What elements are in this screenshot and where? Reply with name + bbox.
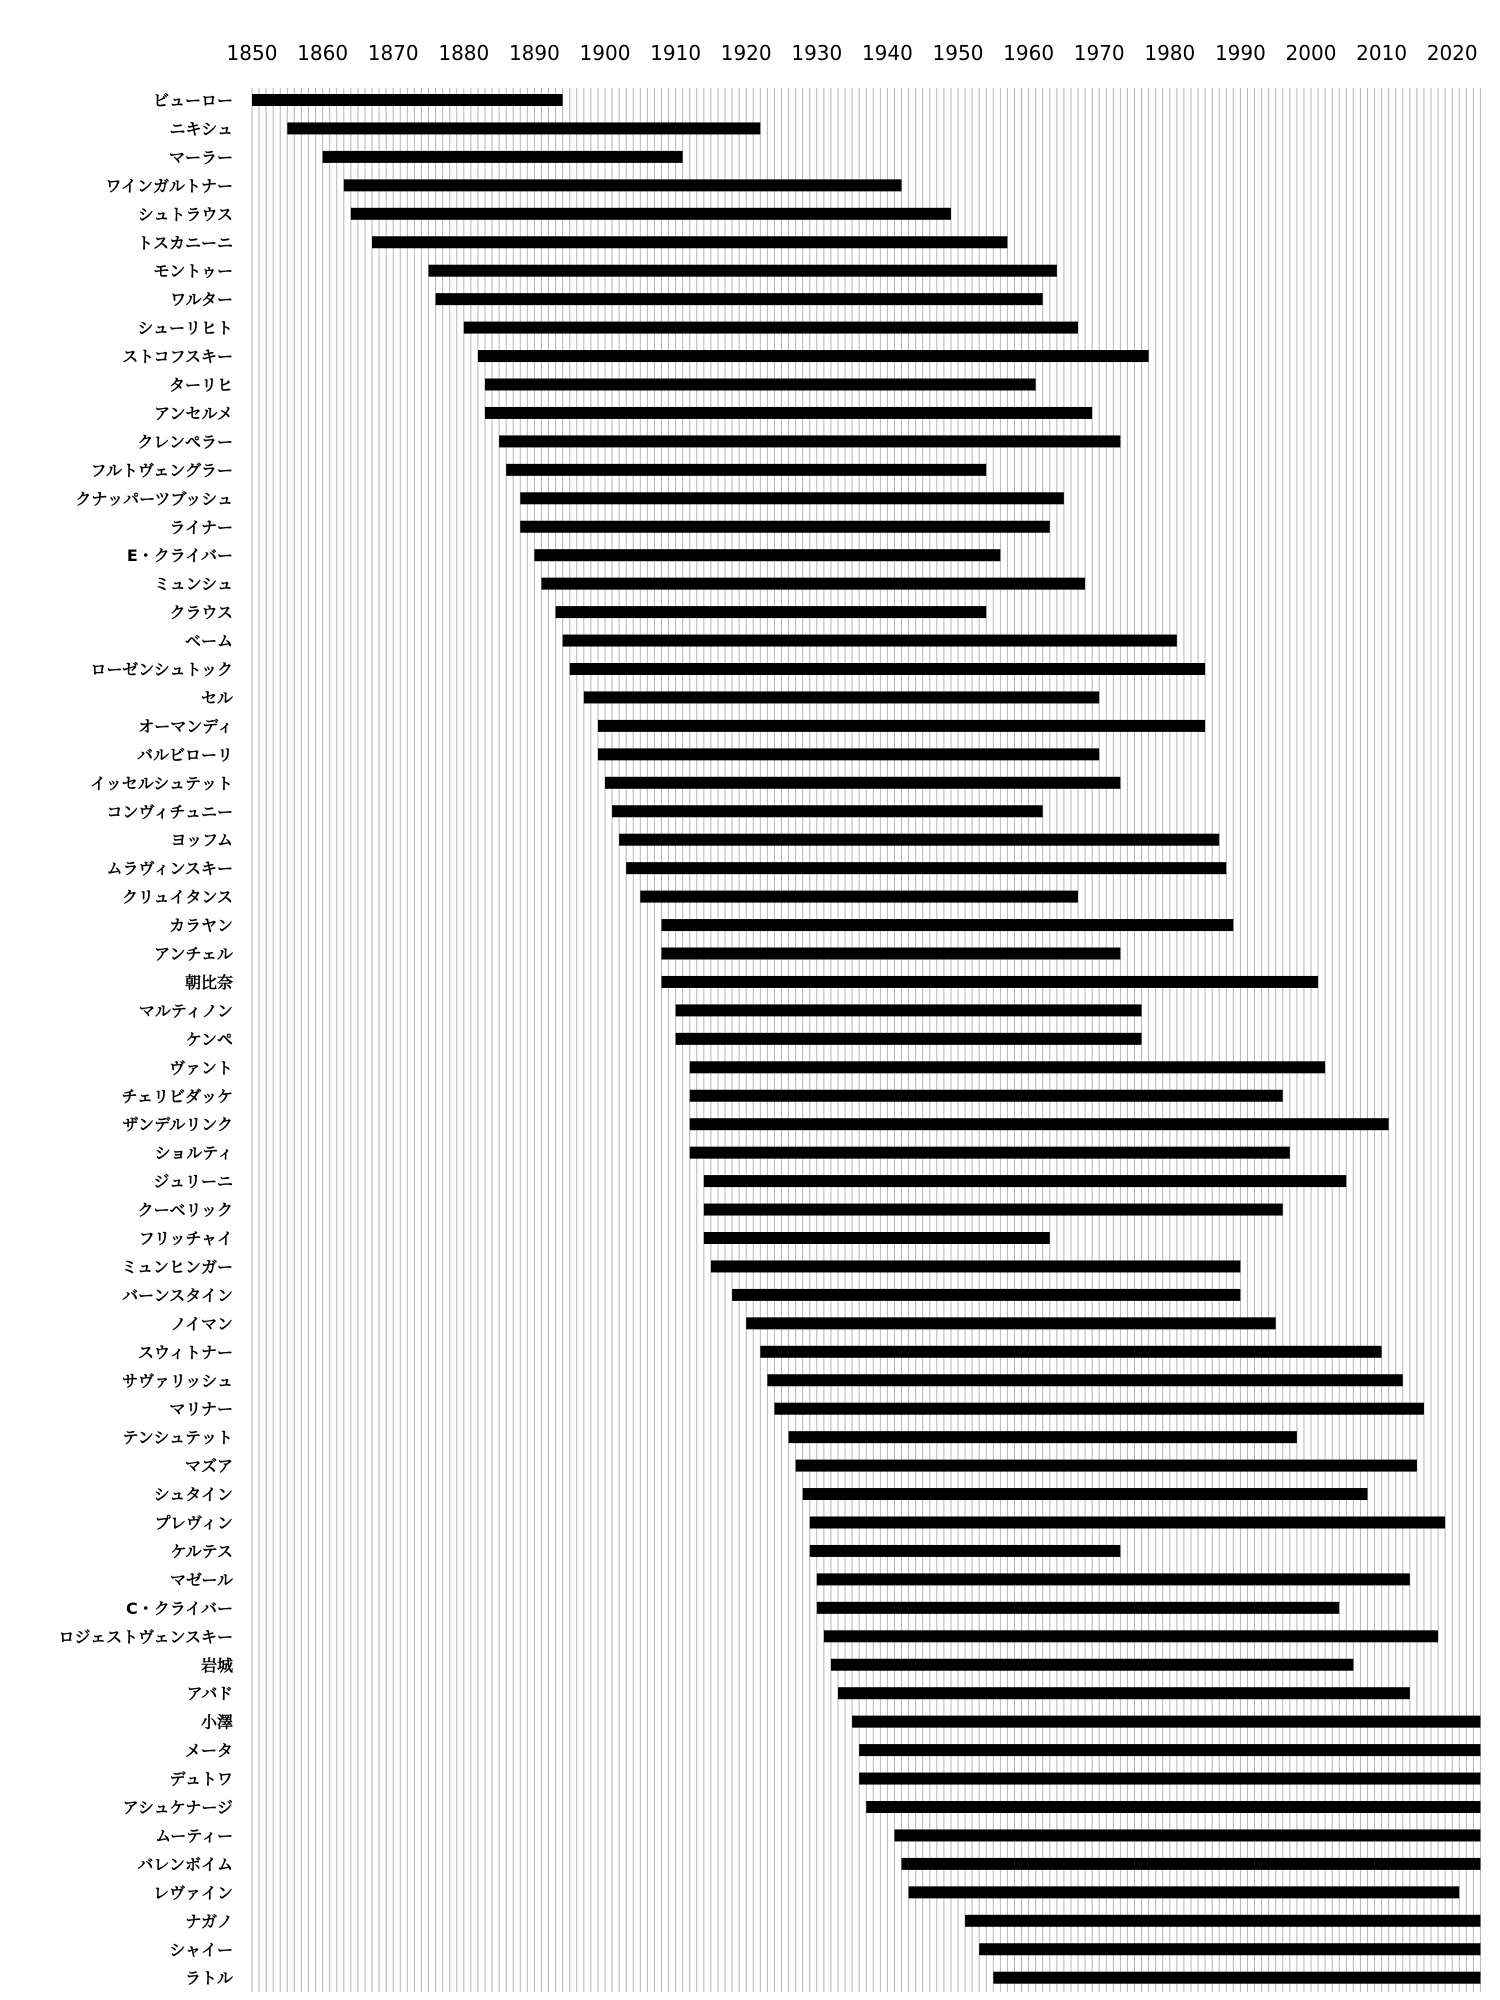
row-label: ワルター: [170, 290, 233, 310]
bar: [541, 578, 1085, 590]
bar: [676, 1033, 1142, 1045]
bar: [598, 720, 1205, 732]
row-label: シュトラウス: [137, 204, 233, 224]
bar: [499, 435, 1120, 447]
bar: [852, 1716, 1480, 1728]
row-label: アンセルメ: [154, 403, 233, 423]
row-label: ラトル: [184, 1968, 233, 1988]
row-label: 小澤: [200, 1712, 233, 1732]
row-label: ノイマン: [170, 1314, 233, 1334]
x-tick-label: 1960: [1003, 41, 1055, 65]
row-label: C・クライバー: [126, 1598, 233, 1618]
x-tick-label: 1870: [367, 41, 419, 65]
row-label: ヨッフム: [170, 830, 233, 850]
x-tick-label: 1890: [508, 41, 560, 65]
row-label: コンヴィチュニー: [106, 802, 233, 822]
bar: [838, 1687, 1410, 1699]
bar: [810, 1517, 1445, 1529]
bar: [817, 1573, 1410, 1585]
bar: [640, 891, 1078, 903]
row-label: イッセルシュテット: [90, 773, 233, 793]
bar: [690, 1118, 1389, 1130]
bar: [661, 919, 1233, 931]
row-label: ビューロー: [152, 91, 233, 110]
row-label: シュタイン: [153, 1485, 233, 1505]
bar: [520, 521, 1050, 533]
bar: [534, 549, 1000, 561]
row-label: セル: [200, 688, 233, 708]
row-label: クラウス: [169, 603, 233, 623]
bar: [252, 94, 563, 106]
row-label: デュトワ: [169, 1769, 233, 1789]
bar: [831, 1659, 1353, 1671]
bar: [824, 1630, 1438, 1642]
bar: [563, 635, 1177, 647]
row-labels: [58, 91, 234, 1988]
row-label: クナッパーツブッシュ: [75, 489, 233, 509]
bar: [866, 1801, 1480, 1813]
bar: [344, 179, 902, 191]
row-label: E・クライバー: [126, 546, 233, 566]
bar: [965, 1915, 1480, 1927]
row-label: ザンデルリンク: [122, 1115, 233, 1135]
row-label: シューリヒト: [137, 318, 233, 338]
bar: [351, 208, 951, 220]
row-label: モントゥー: [153, 261, 233, 281]
bar: [570, 663, 1205, 675]
bar: [894, 1829, 1480, 1841]
bar: [690, 1061, 1325, 1073]
row-label: ミュンシュ: [154, 574, 233, 594]
row-label: ライナー: [169, 517, 233, 537]
row-label: チェリビダッケ: [121, 1086, 233, 1106]
bar: [661, 976, 1318, 988]
row-label: ベーム: [184, 631, 233, 651]
bar: [690, 1090, 1283, 1102]
row-label: オーマンディ: [138, 716, 233, 736]
row-label: ジュリーニ: [153, 1172, 233, 1192]
bar: [661, 948, 1120, 960]
bar: [690, 1147, 1290, 1159]
row-label: サヴァリッシュ: [122, 1371, 233, 1391]
x-tick-label: 1860: [297, 41, 349, 65]
row-label: マゼール: [169, 1570, 233, 1590]
row-label: レヴァイン: [153, 1883, 233, 1903]
bar: [902, 1858, 1481, 1870]
bar: [478, 350, 1149, 362]
row-label: ローゼンシュトック: [90, 660, 233, 679]
row-label: ナガノ: [185, 1911, 233, 1931]
row-label: ヴァント: [169, 1058, 233, 1078]
x-tick-label: 1850: [226, 41, 278, 65]
row-label: カラヤン: [169, 916, 233, 936]
x-tick-label: 1940: [861, 41, 913, 65]
x-axis-ticks: [227, 41, 1478, 65]
row-label: ムーティー: [155, 1826, 233, 1846]
row-label: クーベリック: [137, 1200, 233, 1220]
row-label: マズア: [184, 1456, 233, 1476]
row-label: クリュイタンス: [121, 887, 233, 907]
bar: [323, 151, 683, 163]
row-label: ケンペ: [185, 1029, 233, 1049]
row-label: メータ: [184, 1741, 233, 1761]
row-label: ミュンヒンガー: [121, 1257, 233, 1277]
bar: [704, 1232, 1050, 1244]
x-tick-label: 1990: [1214, 41, 1266, 65]
bar: [598, 748, 1099, 760]
bar: [429, 265, 1057, 277]
row-label: バレンボイム: [137, 1854, 233, 1874]
x-tick-label: 1920: [720, 41, 772, 65]
bar: [909, 1886, 1460, 1898]
bar: [584, 691, 1099, 703]
bar: [676, 1004, 1142, 1016]
row-label: トスカニーニ: [137, 233, 233, 253]
x-tick-label: 1970: [1073, 41, 1125, 65]
bar: [287, 122, 760, 134]
row-label: マーラー: [168, 147, 233, 167]
bar: [464, 322, 1078, 334]
row-label: バーンスタイン: [122, 1285, 233, 1305]
bar: [704, 1204, 1283, 1216]
bar: [774, 1403, 1424, 1415]
x-tick-label: 1880: [438, 41, 490, 65]
bar: [485, 379, 1036, 391]
row-label: バルビローリ: [136, 745, 233, 765]
row-label: 朝比奈: [184, 972, 233, 992]
row-label: マルティノン: [138, 1001, 233, 1021]
row-label: ショルティ: [154, 1143, 233, 1163]
bar: [711, 1260, 1241, 1272]
bar: [993, 1972, 1480, 1984]
row-label: シャイー: [169, 1940, 233, 1960]
row-label: ストコフスキー: [122, 347, 233, 367]
bar: [605, 777, 1120, 789]
x-tick-label: 1950: [932, 41, 984, 65]
x-tick-label: 1930: [791, 41, 843, 65]
row-label: アンチェル: [154, 944, 233, 964]
bar: [612, 805, 1043, 817]
row-label: ターリヒ: [168, 375, 233, 395]
x-tick-label: 2000: [1285, 41, 1337, 65]
bar: [619, 834, 1219, 846]
row-label: テンシュテット: [122, 1428, 233, 1448]
row-label: ワインガルトナー: [105, 176, 233, 196]
row-label: ムラヴィンスキー: [106, 859, 233, 879]
bar: [732, 1289, 1240, 1301]
bar: [803, 1488, 1368, 1500]
bar: [506, 464, 986, 476]
bar: [817, 1602, 1339, 1614]
bar: [746, 1317, 1275, 1329]
row-label: スウィトナー: [137, 1342, 233, 1362]
x-tick-label: 1900: [579, 41, 631, 65]
row-label: フリッチャイ: [138, 1229, 233, 1248]
bar: [859, 1773, 1480, 1785]
x-tick-label: 2010: [1356, 41, 1408, 65]
bar: [372, 236, 1007, 248]
row-label: 岩城: [200, 1655, 233, 1675]
row-label: アシュケナージ: [122, 1798, 233, 1817]
row-label: ケルテス: [170, 1541, 233, 1561]
row-label: ロジェストヴェンスキー: [58, 1627, 233, 1647]
bar: [789, 1431, 1297, 1443]
x-tick-label: 1980: [1144, 41, 1196, 65]
row-label: プレヴィン: [154, 1513, 233, 1533]
row-label: ニキシュ: [169, 119, 233, 139]
bar: [436, 293, 1043, 305]
row-label: マリナー: [169, 1399, 233, 1419]
x-tick-label: 2020: [1426, 41, 1478, 65]
bar: [810, 1545, 1121, 1557]
bar: [485, 407, 1092, 419]
x-tick-label: 1910: [650, 41, 702, 65]
bar: [704, 1175, 1346, 1187]
row-label: アバド: [186, 1684, 233, 1704]
bar: [979, 1943, 1480, 1955]
bar: [626, 862, 1226, 874]
bar: [859, 1744, 1480, 1756]
bar: [767, 1374, 1402, 1386]
bar: [760, 1346, 1381, 1358]
bar: [796, 1460, 1417, 1472]
bar: [520, 492, 1064, 504]
row-label: フルトヴェングラー: [90, 460, 233, 480]
bar: [556, 606, 987, 618]
row-label: クレンペラー: [137, 432, 233, 452]
